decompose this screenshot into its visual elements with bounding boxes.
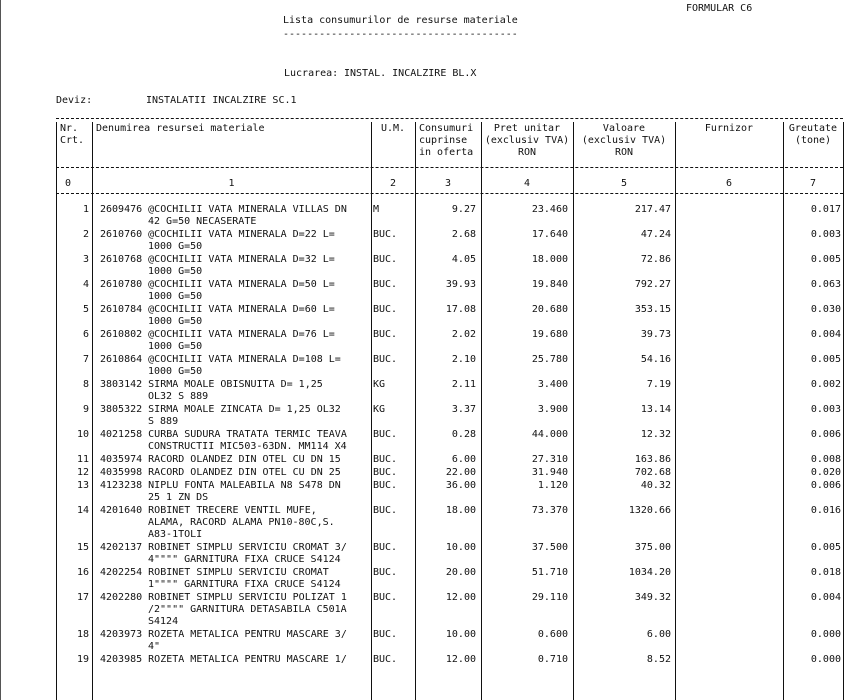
unit-of-measure: KG [373, 379, 386, 390]
weight: 0.002 [810, 379, 841, 390]
material-name: 4" [148, 641, 161, 652]
line-value: 353.15 [634, 304, 671, 315]
row-number: 17 [76, 592, 89, 603]
weight: 0.006 [810, 480, 841, 491]
row-number: 5 [82, 304, 89, 315]
line-value: 349.32 [634, 592, 671, 603]
quantity: 2.11 [451, 379, 476, 390]
material-name: 4"""" GARNITURA FIXA CRUCE S4124 [148, 554, 341, 565]
line-value: 54.16 [640, 354, 671, 365]
line-value: 12.32 [640, 429, 671, 440]
material-name: 1000 G=50 [148, 316, 203, 327]
column-header-name: Denumirea resursei materiale [96, 123, 265, 134]
work-value: INSTAL. INCALZIRE BL.X [344, 68, 477, 79]
column-separator [371, 122, 372, 700]
unit-price: 37.500 [531, 542, 568, 553]
row-number: 14 [76, 505, 89, 516]
unit-price: 18.000 [531, 254, 568, 265]
line-value: 702.68 [634, 467, 671, 478]
material-name: 4202254 ROBINET SIMPLU SERVICIU CROMAT [100, 567, 329, 578]
quantity: 12.00 [445, 654, 476, 665]
document-title: Lista consumurilor de resurse materiale [283, 15, 518, 26]
column-number: 0 [65, 178, 72, 189]
row-number: 16 [76, 567, 89, 578]
unit-price: 44.000 [531, 429, 568, 440]
material-name: A83-1TOLI [148, 529, 203, 540]
column-header-nr: Crt. [60, 135, 85, 146]
unit-price: 27.310 [531, 454, 568, 465]
column-number: 7 [809, 178, 817, 189]
unit-price: 0.600 [537, 629, 568, 640]
unit-of-measure: BUC. [373, 229, 398, 240]
quantity: 10.00 [445, 542, 476, 553]
unit-price: 17.640 [531, 229, 568, 240]
line-value: 217.47 [634, 204, 671, 215]
material-name: 3805322 SIRMA MOALE ZINCATA D= 1,25 OL32 [100, 404, 341, 415]
quantity: 18.00 [445, 505, 476, 516]
line-value: 47.24 [640, 229, 671, 240]
weight: 0.005 [810, 354, 841, 365]
unit-of-measure: BUC. [373, 279, 398, 290]
material-name: 2609476 @COCHILII VATA MINERALA VILLAS DN [100, 204, 347, 215]
numbers-rule [56, 193, 843, 194]
material-name: 2610802 @COCHILII VATA MINERALA D=76 L= [100, 329, 335, 340]
material-name: OL32 S 889 [148, 391, 209, 402]
column-header-value: Valoare [602, 123, 646, 134]
column-number: 1 [228, 178, 235, 189]
weight: 0.017 [810, 204, 841, 215]
row-number: 2 [82, 229, 89, 240]
unit-of-measure: KG [373, 404, 386, 415]
weight: 0.063 [810, 279, 841, 290]
material-name: 1000 G=50 [148, 241, 203, 252]
header-rule [56, 167, 843, 168]
quantity: 2.68 [451, 229, 476, 240]
material-name: 2610760 @COCHILII VATA MINERALA D=22 L= [100, 229, 335, 240]
material-name: 42 G=50 NECASERATE [148, 216, 257, 227]
quantity: 6.00 [451, 454, 476, 465]
line-value: 39.73 [640, 329, 671, 340]
column-header-qty: Consumuri [419, 123, 474, 134]
material-name: 4203985 ROZETA METALICA PENTRU MASCARE 1/ [100, 654, 347, 665]
material-name: 1000 G=50 [148, 366, 203, 377]
material-name: /2"""" GARNITURA DETASABILA C501A [148, 604, 347, 615]
quantity: 0.28 [451, 429, 476, 440]
unit-price: 19.680 [531, 329, 568, 340]
quantity: 22.00 [445, 467, 476, 478]
quantity: 10.00 [445, 629, 476, 640]
column-header-price: Pret unitar [493, 123, 561, 134]
unit-of-measure: BUC. [373, 629, 398, 640]
unit-price: 23.460 [531, 204, 568, 215]
unit-of-measure: BUC. [373, 654, 398, 665]
form-code: FORMULAR C6 [686, 3, 753, 14]
line-value: 72.86 [640, 254, 671, 265]
row-number: 15 [76, 542, 89, 553]
line-value: 163.86 [634, 454, 671, 465]
row-number: 19 [76, 654, 89, 665]
quantity: 9.27 [451, 204, 476, 215]
unit-price: 25.780 [531, 354, 568, 365]
unit-price: 20.680 [531, 304, 568, 315]
weight: 0.004 [810, 592, 841, 603]
weight: 0.018 [810, 567, 841, 578]
unit-of-measure: BUC. [373, 542, 398, 553]
material-name: 1000 G=50 [148, 266, 203, 277]
quantity: 17.08 [445, 304, 476, 315]
row-number: 11 [76, 454, 89, 465]
material-name: 1000 G=50 [148, 341, 203, 352]
weight: 0.000 [810, 629, 841, 640]
weight: 0.003 [810, 404, 841, 415]
material-name: 1000 G=50 [148, 291, 203, 302]
material-name: 4035998 RACORD OLANDEZ DIN OTEL CU DN 25 [100, 467, 341, 478]
material-name: ALAMA, RACORD ALAMA PN10-80C,S. [148, 517, 335, 528]
unit-of-measure: BUC. [373, 592, 398, 603]
material-name: 2610784 @COCHILII VATA MINERALA D=60 L= [100, 304, 335, 315]
line-value: 792.27 [634, 279, 671, 290]
line-value: 13.14 [640, 404, 671, 415]
material-name: 4203973 ROZETA METALICA PENTRU MASCARE 3/ [100, 629, 347, 640]
material-name: 4035974 RACORD OLANDEZ DIN OTEL CU DN 15 [100, 454, 341, 465]
column-header-nr: Nr. [60, 123, 79, 134]
unit-of-measure: BUC. [373, 254, 398, 265]
column-header-qty: cuprinse [419, 135, 468, 146]
material-name: 2610780 @COCHILII VATA MINERALA D=50 L= [100, 279, 335, 290]
unit-of-measure: BUC. [373, 467, 398, 478]
column-header-weight: (tone) [794, 135, 832, 146]
quantity: 3.37 [451, 404, 476, 415]
quantity: 4.05 [451, 254, 476, 265]
column-number: 3 [444, 178, 452, 189]
row-number: 18 [76, 629, 89, 640]
material-name: 2610768 @COCHILII VATA MINERALA D=32 L= [100, 254, 335, 265]
column-header-um: U.M. [380, 123, 406, 134]
material-name: 2610864 @COCHILII VATA MINERALA D=108 L= [100, 354, 341, 365]
unit-price: 73.370 [531, 505, 568, 516]
weight: 0.008 [810, 454, 841, 465]
column-number: 5 [620, 178, 628, 189]
quantity: 36.00 [445, 480, 476, 491]
column-number: 4 [523, 178, 531, 189]
material-name: 25 1 ZN DS [148, 492, 209, 503]
unit-of-measure: BUC. [373, 454, 398, 465]
column-header-qty: in oferta [419, 147, 474, 158]
material-name: 3803142 SIRMA MOALE OBISNUITA D= 1,25 [100, 379, 323, 390]
weight: 0.004 [810, 329, 841, 340]
unit-price: 31.940 [531, 467, 568, 478]
table-top-rule [56, 118, 843, 119]
column-header-weight: Greutate [788, 123, 838, 134]
title-underline: --------------------------------------- [283, 29, 518, 40]
row-number: 1 [82, 204, 89, 215]
column-header-price: (exclusiv TVA) [484, 135, 570, 146]
unit-of-measure: BUC. [373, 505, 398, 516]
row-number: 3 [82, 254, 89, 265]
unit-price: 51.710 [531, 567, 568, 578]
column-header-supplier: Furnizor [704, 123, 754, 134]
line-value: 1034.20 [628, 567, 671, 578]
column-header-value: (exclusiv TVA) [581, 135, 667, 146]
quantity: 2.10 [451, 354, 476, 365]
unit-of-measure: BUC. [373, 354, 398, 365]
row-number: 12 [76, 467, 89, 478]
estimate-value: INSTALATII INCALZIRE SC.1 [146, 95, 297, 106]
unit-price: 19.840 [531, 279, 568, 290]
quantity: 12.00 [445, 592, 476, 603]
quantity: 39.93 [445, 279, 476, 290]
material-name: 4202280 ROBINET SIMPLU SERVICIU POLIZAT 1 [100, 592, 347, 603]
unit-of-measure: BUC. [373, 429, 398, 440]
weight: 0.030 [810, 304, 841, 315]
column-number: 6 [725, 178, 733, 189]
work-label: Lucrarea: [284, 68, 339, 79]
estimate-label: Deviz: [56, 95, 93, 106]
line-value: 40.32 [640, 480, 671, 491]
material-name: 4021258 CURBA SUDURA TRATATA TERMIC TEAVA [100, 429, 347, 440]
material-name: S 889 [148, 416, 179, 427]
page-left-border [0, 0, 1, 700]
quantity: 20.00 [445, 567, 476, 578]
line-value: 7.19 [646, 379, 671, 390]
unit-of-measure: BUC. [373, 567, 398, 578]
column-separator [675, 122, 676, 700]
weight: 0.020 [810, 467, 841, 478]
unit-price: 3.400 [537, 379, 568, 390]
weight: 0.005 [810, 254, 841, 265]
column-separator [92, 122, 93, 700]
column-header-value: RON [614, 147, 634, 158]
line-value: 375.00 [634, 542, 671, 553]
weight: 0.006 [810, 429, 841, 440]
row-number: 13 [76, 480, 89, 491]
material-name: CONSTRUCTII MIC503-63DN. MM114 X4 [148, 441, 347, 452]
unit-of-measure: BUC. [373, 304, 398, 315]
unit-of-measure: BUC. [373, 480, 398, 491]
column-number: 2 [389, 178, 397, 189]
row-number: 7 [82, 354, 89, 365]
line-value: 8.52 [646, 654, 671, 665]
row-number: 4 [82, 279, 89, 290]
column-separator [843, 122, 844, 700]
weight: 0.003 [810, 229, 841, 240]
weight: 0.000 [810, 654, 841, 665]
unit-price: 3.900 [537, 404, 568, 415]
unit-of-measure: M [373, 204, 380, 215]
unit-of-measure: BUC. [373, 329, 398, 340]
weight: 0.005 [810, 542, 841, 553]
row-number: 8 [82, 379, 89, 390]
material-name: 4201640 ROBINET TRECERE VENTIL MUFE, [100, 505, 317, 516]
material-name: 1"""" GARNITURA FIXA CRUCE S4124 [148, 579, 341, 590]
row-number: 10 [76, 429, 89, 440]
row-number: 6 [82, 329, 89, 340]
material-name: 4202137 ROBINET SIMPLU SERVICIU CROMAT 3/ [100, 542, 347, 553]
row-number: 9 [82, 404, 89, 415]
line-value: 1320.66 [628, 505, 671, 516]
unit-price: 1.120 [537, 480, 568, 491]
column-header-price: RON [517, 147, 537, 158]
unit-price: 0.710 [537, 654, 568, 665]
quantity: 2.02 [451, 329, 476, 340]
line-value: 6.00 [646, 629, 671, 640]
material-name: S4124 [148, 616, 179, 627]
material-name: 4123238 NIPLU FONTA MALEABILA N8 S478 DN [100, 480, 341, 491]
unit-price: 29.110 [531, 592, 568, 603]
weight: 0.016 [810, 505, 841, 516]
